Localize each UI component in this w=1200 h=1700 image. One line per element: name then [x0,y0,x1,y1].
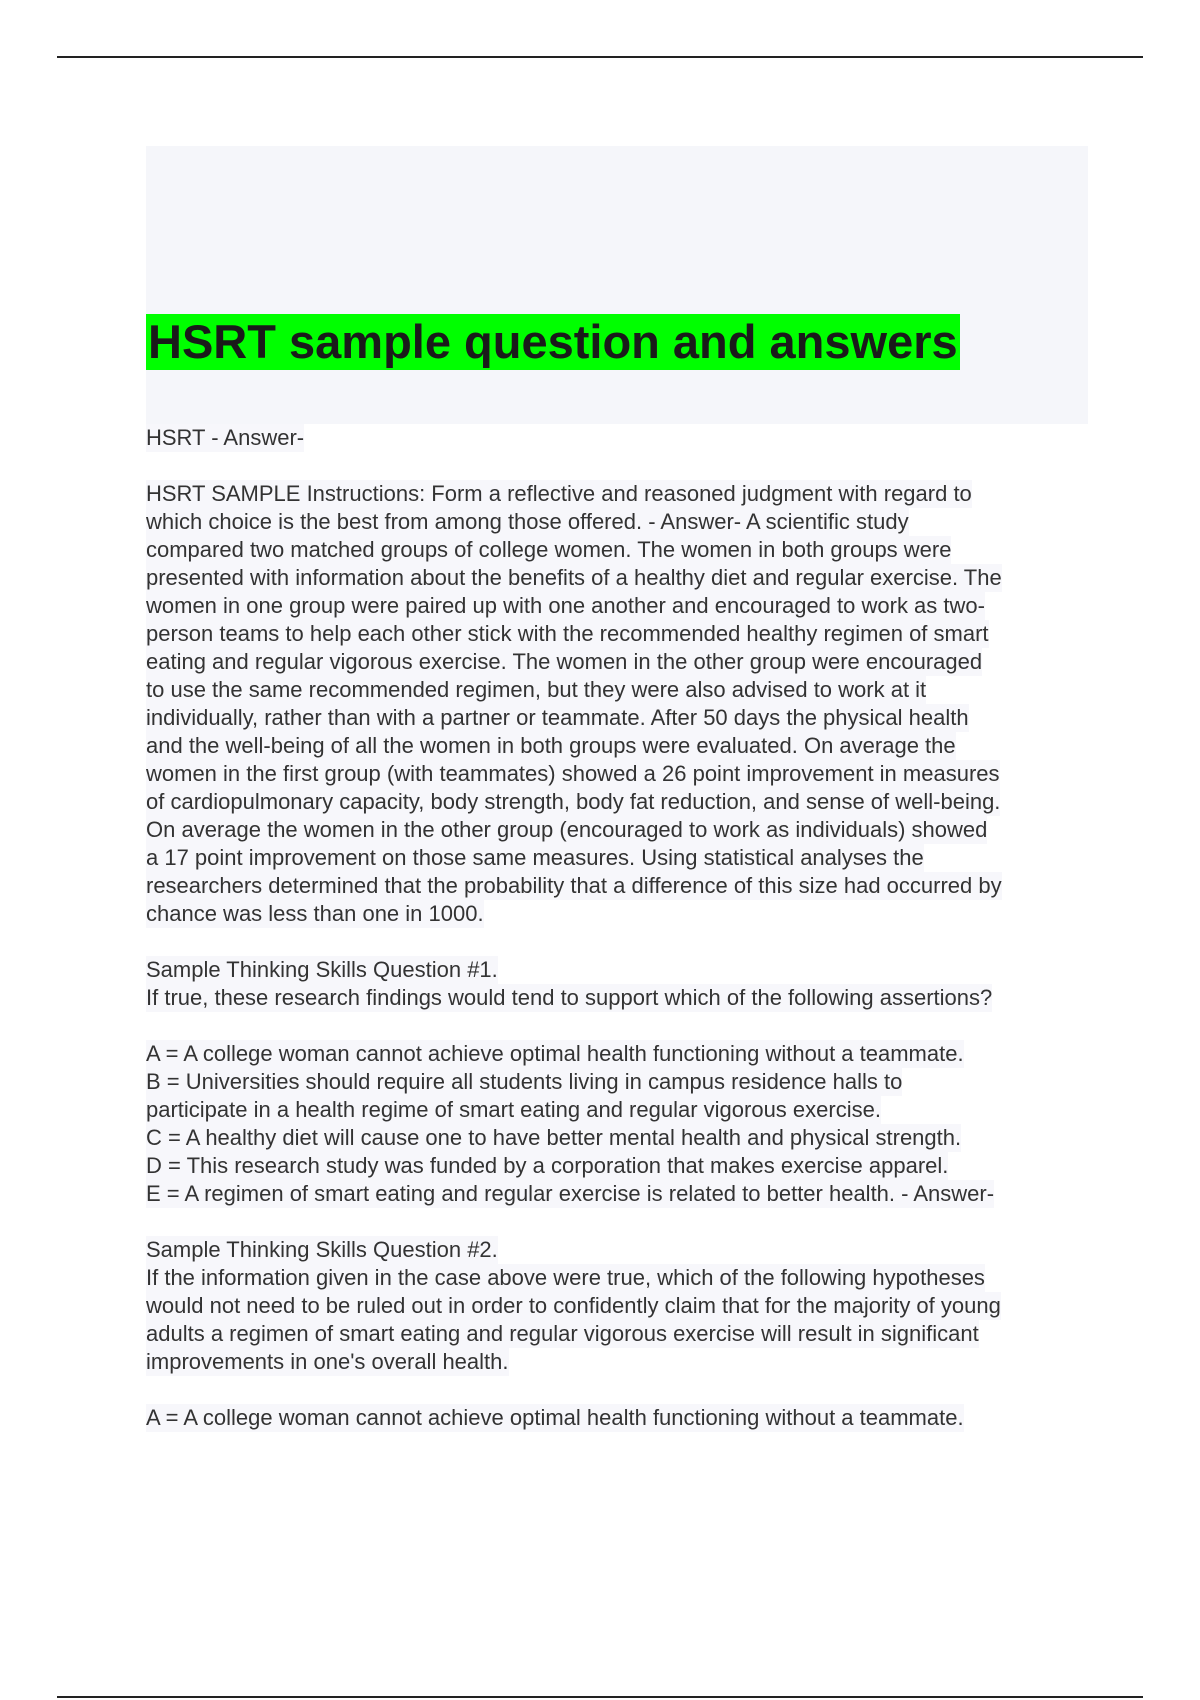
text-line: HSRT - Answer- [146,425,305,450]
text-line: a 17 point improvement on those same measures. Using statistical analyses the [146,845,924,870]
option-line: A = A college woman cannot achieve optimal health functioning without a teammate. [146,1405,964,1430]
question-1-title: Sample Thinking Skills Question #1. [146,957,498,982]
text-line: presented with information about the benefits of a healthy diet and regular exercise. The [146,565,1002,590]
text-line: women in the first group (with teammates) showed a 26 point improvement in measures [146,761,1000,786]
question-2-options [146,1404,1096,1432]
option-line: C = A healthy diet will cause one to have better mental health and physical strength. [146,1125,962,1150]
question-1-options [146,1040,1096,1208]
text-line: of cardiopulmonary capacity, body strength, body fat reduction, and sense of well-being. [146,789,1001,814]
question-2-prompt: would not need to be ruled out in order to confidently claim that for the majority of young [146,1293,1001,1318]
top-rule [57,56,1143,58]
option-line: participate in a health regime of smart eating and regular vigorous exercise. [146,1097,881,1122]
document-title: HSRT sample question and answers [148,315,958,368]
text-line: person teams to help each other stick with the recommended healthy regimen of smart [146,621,989,646]
title-block [146,146,1088,424]
option-line: D = This research study was funded by a corporation that makes exercise apparel. [146,1153,949,1178]
option-line: E = A regimen of smart eating and regular exercise is related to better health. - Answer- [146,1181,995,1206]
text-line: to use the same recommended regimen, but they were also advised to work at it [146,677,927,702]
question-2-title: Sample Thinking Skills Question #2. [146,1237,498,1262]
text-line: compared two matched groups of college women. The women in both groups were [146,537,952,562]
option-line: A = A college woman cannot achieve optimal health functioning without a teammate. [146,1041,964,1066]
question-2 [146,1236,1096,1376]
document-body [146,424,1096,1460]
text-line: On average the women in the other group (encouraged to work as individuals) showed [146,817,988,842]
text-line: HSRT SAMPLE Instructions: Form a reflective and reasoned judgment with regard to [146,481,972,506]
text-line: individually, rather than with a partner or teammate. After 50 days the physical health [146,705,969,730]
heading-line [146,424,1096,452]
text-line: and the well-being of all the women in both groups were evaluated. On average the [146,733,956,758]
question-2-prompt: improvements in one's overall health. [146,1349,509,1374]
text-line: which choice is the best from among those offered. - Answer- A scientific study [146,509,909,534]
text-line: chance was less than one in 1000. [146,901,484,926]
bottom-rule [57,1696,1143,1698]
question-2-prompt: adults a regimen of smart eating and regular vigorous exercise will result in significant [146,1321,979,1346]
text-line: women in one group were paired up with one another and encouraged to work as two- [146,593,985,618]
question-1-prompt: If true, these research findings would tend to support which of the following assertions? [146,985,993,1010]
option-line: B = Universities should require all students living in campus residence halls to [146,1069,903,1094]
question-1 [146,956,1096,1012]
text-line: eating and regular vigorous exercise. The women in the other group were encouraged [146,649,983,674]
text-line: researchers determined that the probability that a difference of this size had occurred by [146,873,1002,898]
instructions-paragraph [146,480,1096,928]
question-2-prompt: If the information given in the case above were true, which of the following hypotheses [146,1265,985,1290]
